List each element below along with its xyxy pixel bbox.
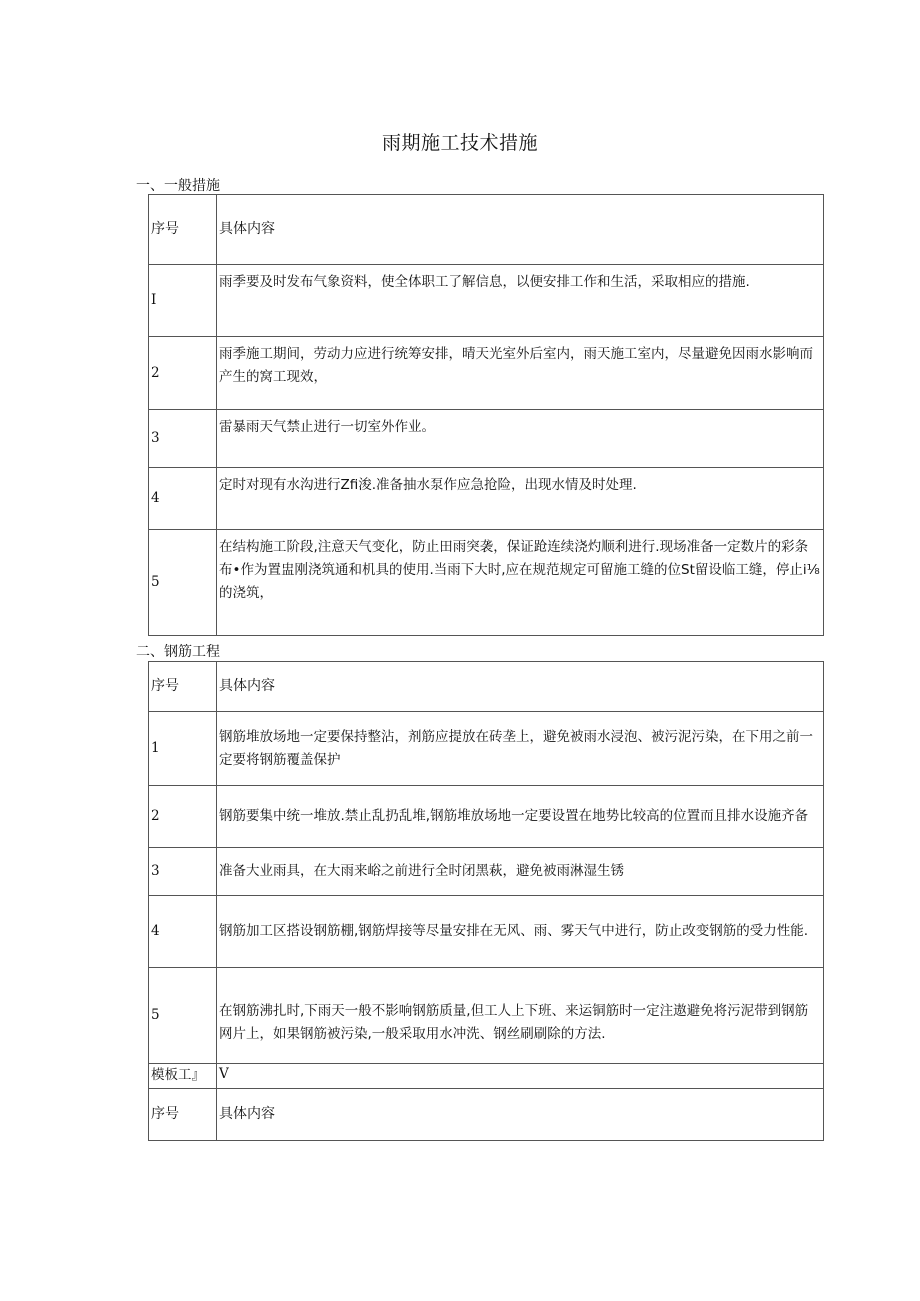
section-heading-rebar: 二、钢筋工程 <box>136 644 220 660</box>
row-num: 4 <box>149 896 217 968</box>
table-header-row <box>149 662 824 712</box>
table-header-row <box>149 1089 824 1141</box>
table-row <box>149 712 824 786</box>
row-content: 在钢筋沸扎时,下雨天一般不影响钢筋质量,但工人上下班、来运铜筋时一定注遨避免将污泥带到钢筋网片上，如果钢筋被污染,一般采取用水冲洗、钢丝刷刷除的方法. <box>217 968 824 1064</box>
row-num: 4 <box>149 468 217 530</box>
table-row <box>149 968 824 1064</box>
header-num: 序号 <box>149 662 217 712</box>
header-content: 具体内容 <box>217 195 824 265</box>
row-content: 钢筋堆放场地一定要保持整沾，剂筋应提放在砖垄上，避免被雨水浸泡、被污泥污染，在下用之前一定要将钢筋覆盖保护 <box>217 712 824 786</box>
row-content: 雷暴雨天气禁止进行一切室外作业。 <box>217 410 824 468</box>
row-content: 钢筋要集中统一堆放.禁止乱扔乱堆,钢筋堆放场地一定要设置在地势比较高的位置而且排水设施齐备 <box>217 786 824 848</box>
row-num: I <box>149 265 217 337</box>
table-row <box>149 337 824 410</box>
row-num: 3 <box>149 848 217 896</box>
row-num: 1 <box>149 712 217 786</box>
table-row <box>149 410 824 468</box>
row-num: 5 <box>149 530 217 636</box>
row-content: 准备大业雨具，在大雨来峪之前进行全时闭黑萩，避免被雨淋湿生锈 <box>217 848 824 896</box>
row-content: 雨季施工期间，劳动力应进行统筹安排，晴天光室外后室内，雨天施工室内，尽量避免因雨水影响而产生的窝工现效， <box>217 337 824 410</box>
table-row <box>149 848 824 896</box>
row-num: 2 <box>149 786 217 848</box>
table-row <box>149 896 824 968</box>
row-num: 2 <box>149 337 217 410</box>
row-num: 3 <box>149 410 217 468</box>
table-row <box>149 530 824 636</box>
row-num: 5 <box>149 968 217 1064</box>
section-heading-general: 一、一般措施 <box>136 178 220 194</box>
table-row <box>149 786 824 848</box>
row-content: 在结构施工阶段,注意天气变化，防止田雨突袭，保证跄连续浇灼顺利进行.现场准备一定数片的彩条布•作为置盅刚浇筑通和机具的使用.当雨下大时,应在规范规定可留施工缝的位St留设临工缝，停止i⅛的浇筑， <box>217 530 824 636</box>
subsection-mark: V <box>217 1064 824 1089</box>
subsection-label: 模板工』 <box>149 1064 217 1089</box>
table-row <box>149 265 824 337</box>
table-row <box>149 468 824 530</box>
page-title: 雨期施工技术措施 <box>381 132 538 154</box>
general-measures-table <box>148 194 824 636</box>
table-header-row <box>149 195 824 265</box>
header-content: 具体内容 <box>217 1089 824 1141</box>
row-content: 雨季要及时发布气象资料，使全体职工了解信息，以便安排工作和生活，采取相应的措施. <box>217 265 824 337</box>
header-num: 序号 <box>149 195 217 265</box>
header-num: 序号 <box>149 1089 217 1141</box>
header-content: 具体内容 <box>217 662 824 712</box>
row-content: 钢筋加工区搭设钢筋棚,钢筋焊接等尽量安排在无风、雨、雾天气中进行，防止改变钢筋的受力性能. <box>217 896 824 968</box>
rebar-table <box>148 661 824 1141</box>
row-content: 定时对现有水沟进行Zfi浚.准备抽水泵作应急抢险，出现水情及时处理. <box>217 468 824 530</box>
subsection-row <box>149 1064 824 1089</box>
